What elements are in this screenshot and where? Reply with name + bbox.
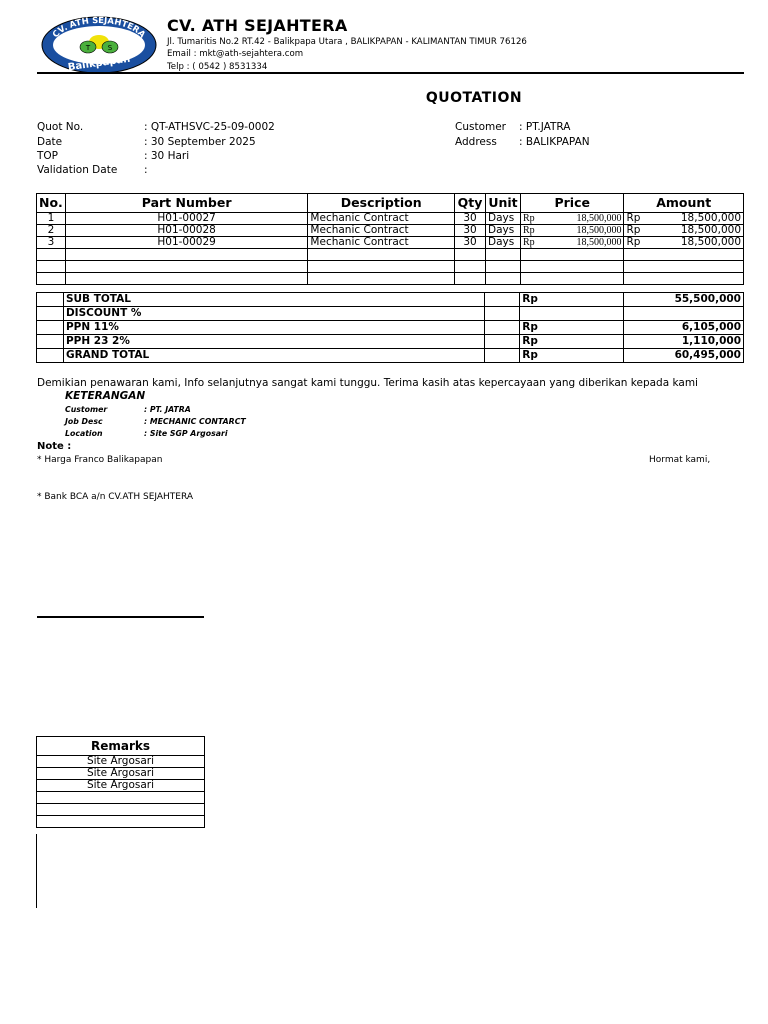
ket-value-location: : Site SGP Argosari	[144, 429, 228, 438]
table-row	[37, 237, 744, 249]
col-header-qty: Qty	[455, 194, 486, 213]
meta-value-top: : 30 Hari	[144, 150, 190, 162]
ket-label-customer: Customer	[65, 405, 108, 414]
item-desc: Mechanic Contract	[308, 213, 455, 225]
total-row-ppn	[37, 321, 744, 335]
item-no: 2	[37, 225, 66, 237]
item-no: 1	[37, 213, 66, 225]
item-price	[520, 213, 624, 225]
svg-text:Balikpapan: Balikpapan	[67, 53, 131, 74]
amount-value: 18,500,000	[680, 236, 741, 248]
item-unit: Days	[486, 237, 521, 249]
item-amount	[624, 237, 744, 249]
amount-currency: Rp	[626, 224, 641, 236]
price-currency: Rp	[522, 213, 535, 224]
note-title: Note :	[37, 441, 72, 452]
col-header-amount: Amount	[624, 194, 744, 213]
remarks-row: Site Argosari	[37, 768, 205, 780]
total-currency	[520, 307, 624, 321]
total-value	[624, 307, 744, 321]
total-label: DISCOUNT %	[63, 307, 484, 321]
company-logo	[40, 15, 158, 75]
document-title: QUOTATION	[425, 90, 523, 106]
col-header-no: No.	[37, 194, 66, 213]
item-part: H01-00028	[65, 225, 308, 237]
regards-text: Hormat kami,	[649, 455, 711, 465]
total-label: GRAND TOTAL	[63, 349, 484, 363]
item-qty: 30	[455, 237, 486, 249]
amount-currency: Rp	[626, 236, 641, 248]
meta-value-date: : 30 September 2025	[144, 136, 256, 148]
remarks-row	[37, 792, 205, 804]
total-currency: Rp	[520, 293, 624, 307]
item-part: H01-00027	[65, 213, 308, 225]
ket-label-location: Location	[65, 429, 103, 438]
total-value: 1,110,000	[624, 335, 744, 349]
meta-label-validation: Validation Date	[37, 164, 118, 176]
remarks-title: Remarks	[37, 737, 205, 756]
table-row-empty	[37, 261, 744, 273]
item-desc: Mechanic Contract	[308, 225, 455, 237]
item-part: H01-00029	[65, 237, 308, 249]
ket-value-jobdesc: : MECHANIC CONTARCT	[144, 417, 246, 426]
remarks-row: Site Argosari	[37, 756, 205, 768]
company-name: CV. ATH SEJAHTERA	[167, 16, 348, 35]
signature-line	[37, 616, 204, 618]
table-row-empty	[37, 273, 744, 285]
meta-label-address: Address	[455, 136, 497, 148]
price-value: 18,500,000	[576, 213, 622, 224]
svg-text:★: ★	[53, 41, 61, 50]
ket-value-customer: : PT. JATRA	[144, 405, 191, 414]
meta-value-validation: :	[144, 164, 148, 176]
item-unit: Days	[486, 225, 521, 237]
header-rule	[37, 72, 744, 74]
price-value: 18,500,000	[576, 237, 622, 248]
note-line-franco: * Harga Franco Balikapapan	[37, 455, 163, 465]
price-currency: Rp	[522, 237, 535, 248]
remarks-table	[36, 736, 205, 828]
item-qty: 30	[455, 213, 486, 225]
remarks-row: Site Argosari	[37, 780, 205, 792]
item-unit: Days	[486, 213, 521, 225]
item-amount	[624, 225, 744, 237]
svg-text:T: T	[85, 44, 91, 52]
total-row-pph	[37, 335, 744, 349]
company-email: Email : mkt@ath-sejahtera.com	[167, 49, 304, 59]
total-row-grand	[37, 349, 744, 363]
meta-label-customer: Customer	[455, 121, 507, 133]
closing-text: Demikian penawaran kami, Info selanjutnya sangat kami tunggu. Terima kasih atas kepercayaan yang diberikan kepada kami	[37, 377, 698, 389]
meta-label-date: Date	[37, 136, 63, 148]
col-header-part: Part Number	[65, 194, 308, 213]
meta-value-quot: : QT-ATHSVC-25-09-0002	[144, 121, 275, 133]
item-no: 3	[37, 237, 66, 249]
svg-text:★: ★	[138, 41, 146, 50]
item-price	[520, 237, 624, 249]
total-value: 55,500,000	[624, 293, 744, 307]
total-label: SUB TOTAL	[63, 293, 484, 307]
item-amount	[624, 213, 744, 225]
items-table	[36, 193, 744, 285]
price-value: 18,500,000	[576, 225, 622, 236]
table-row	[37, 225, 744, 237]
item-qty: 30	[455, 225, 486, 237]
table-row	[37, 213, 744, 225]
item-price	[520, 225, 624, 237]
company-phone: Telp : ( 0542 ) 8531334	[167, 62, 268, 72]
amount-value: 18,500,000	[680, 224, 741, 236]
totals-table	[36, 292, 744, 363]
svg-text:CV. ATH SEJAHTERA: CV. ATH SEJAHTERA	[50, 15, 148, 41]
company-address: Jl. Tumaritis No.2 RT.42 - Balikpapa Utara , BALIKPAPAN - KALIMANTAN TIMUR 76126	[167, 37, 527, 47]
total-label: PPN 11%	[63, 321, 484, 335]
meta-value-customer: : PT.JATRA	[519, 121, 571, 133]
meta-label-quot: Quot No.	[37, 121, 84, 133]
total-currency: Rp	[520, 349, 624, 363]
meta-value-address: : BALIKPAPAN	[519, 136, 590, 148]
keterangan-title: KETERANGAN	[65, 390, 146, 402]
remarks-row	[37, 804, 205, 816]
remarks-border-extension	[36, 834, 37, 908]
total-value: 60,495,000	[624, 349, 744, 363]
ket-label-jobdesc: Job Desc	[65, 417, 103, 426]
item-desc: Mechanic Contract	[308, 237, 455, 249]
svg-text:S: S	[107, 44, 113, 52]
meta-label-top: TOP	[37, 150, 59, 162]
total-label: PPH 23 2%	[63, 335, 484, 349]
items-header-row	[37, 194, 744, 213]
col-header-unit: Unit	[486, 194, 521, 213]
remarks-row	[37, 816, 205, 828]
total-currency: Rp	[520, 321, 624, 335]
note-line-bank: * Bank BCA a/n CV.ATH SEJAHTERA	[37, 492, 194, 502]
price-currency: Rp	[522, 225, 535, 236]
total-row-subtotal	[37, 293, 744, 307]
amount-currency: Rp	[626, 212, 641, 224]
total-currency: Rp	[520, 335, 624, 349]
table-row-empty	[37, 249, 744, 261]
col-header-desc: Description	[308, 194, 455, 213]
amount-value: 18,500,000	[680, 212, 741, 224]
total-value: 6,105,000	[624, 321, 744, 335]
col-header-price: Price	[520, 194, 624, 213]
total-row-discount	[37, 307, 744, 321]
